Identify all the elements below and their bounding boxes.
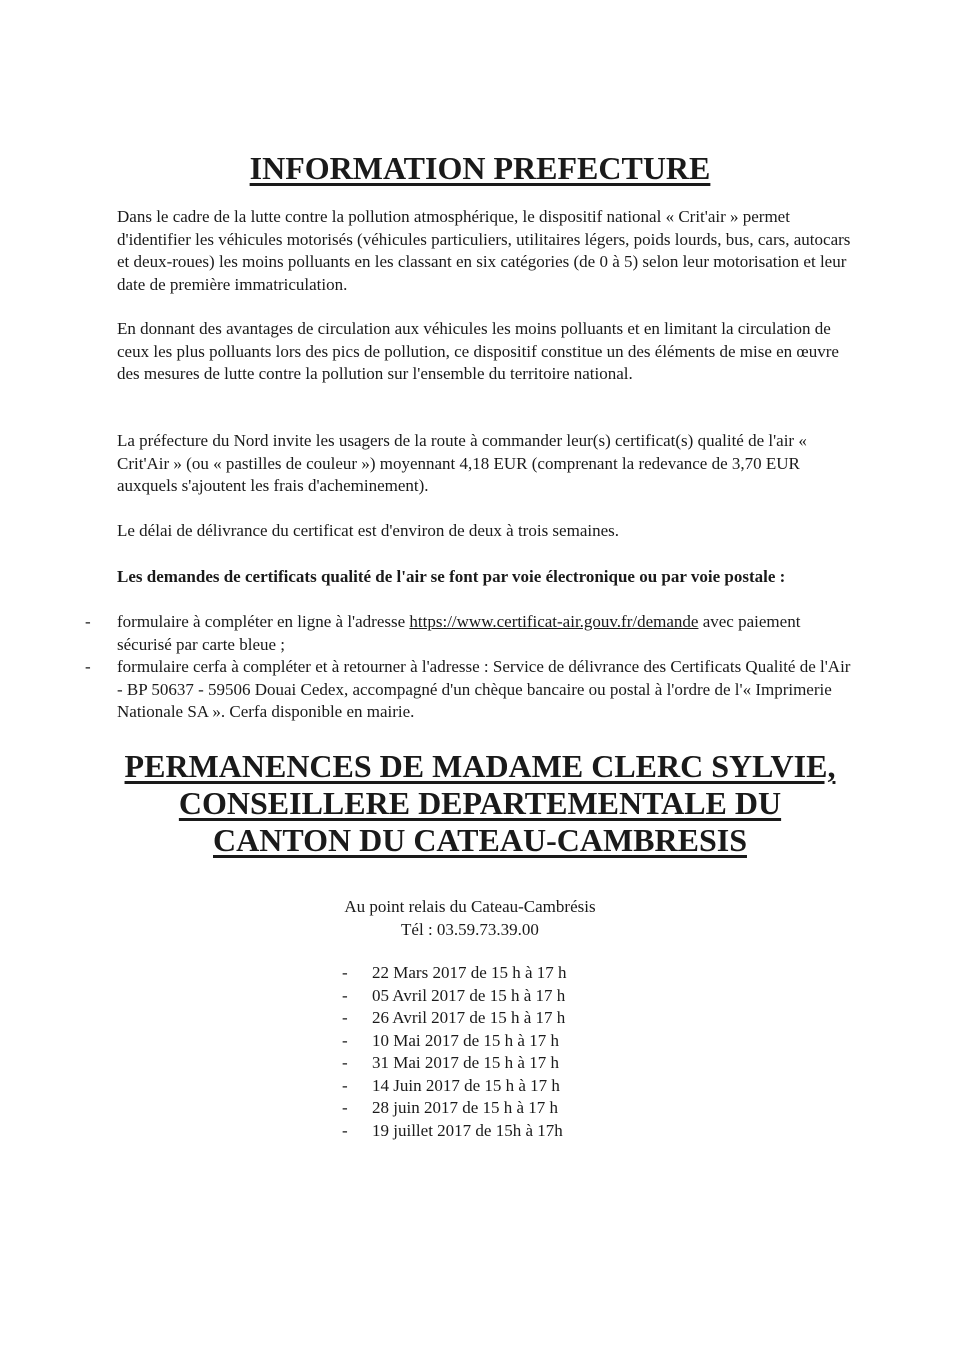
page-title: INFORMATION PREFECTURE — [249, 150, 711, 186]
date-text: 10 Mai 2017 de 15 h à 17 h — [372, 1030, 559, 1050]
list-item — [342, 1007, 742, 1030]
paragraph-critair-intro: Dans le cadre de la lutte contre la pollution atmosphérique, le dispositif national « Crit'air » permet d'identifier les véhicules motorisés (véhicules particuliers, utilitaires légers, poids lourds, bus, cars, autocars et deux-roues) les moins polluants en les classant en six catégories (de 0 à 5) selon leur motorisation et leur date de première immatriculation. — [117, 207, 851, 294]
bullet-dash: - — [342, 1008, 348, 1027]
date-text: 22 Mars 2017 de 15 h à 17 h — [372, 963, 567, 982]
list-item-online-form — [85, 611, 857, 656]
list-item — [342, 1075, 742, 1098]
paragraph-advantages: En donnant des avantages de circulation aux véhicules les moins polluants et en limitant la circulation de ceux les plus polluants lors des pics de pollution, ce dispositif constitue un des éléments de mise en œuvre des mesures de lutte contre la pollution sur l'ensemble du territoire national. — [117, 319, 839, 383]
list-item — [342, 1120, 742, 1143]
dates-list — [342, 962, 742, 1142]
bullet-dash: - — [342, 1075, 348, 1095]
list-item-postal-form — [85, 656, 857, 724]
requests-heading: Les demandes de certificats qualité de l'air se font par voie électronique ou par voie postale : — [117, 567, 786, 586]
permanences-title-line-1: PERMANENCES DE MADAME CLERC SYLVIE, — [124, 748, 836, 784]
date-text: 26 Avril 2017 de 15 h à 17 h — [372, 1008, 566, 1027]
paragraph-delay: Le délai de délivrance du certificat est d'environ de deux à trois semaines. — [117, 521, 619, 540]
bullet-dash: - — [85, 657, 91, 676]
permanences-title-line-2: CONSEILLERE DEPARTEMENTALE DU — [178, 785, 782, 821]
bullet-dash: - — [342, 985, 348, 1005]
date-text: 31 Mai 2017 de 15 h à 17 h — [372, 1053, 559, 1072]
list-item — [342, 1052, 742, 1075]
bullet-text-before-link: formulaire à compléter en ligne à l'adresse — [117, 612, 410, 631]
phone-text: Tél : 03.59.73.39.00 — [401, 919, 539, 939]
date-text: 14 Juin 2017 de 15 h à 17 h — [372, 1075, 560, 1095]
bullet-dash: - — [85, 612, 91, 631]
bullet-dash: - — [342, 1030, 348, 1050]
contact-block — [0, 896, 940, 941]
permanences-title-line-3: CANTON DU CATEAU-CAMBRESIS — [213, 822, 747, 858]
bullet-dash: - — [342, 1053, 348, 1072]
list-item — [342, 985, 742, 1008]
location-text: Au point relais du Cateau-Cambrésis — [344, 897, 596, 916]
permanences-title — [0, 748, 960, 859]
list-item — [342, 1030, 742, 1053]
certificat-air-link[interactable]: https://www.certificat-air.gouv.fr/demande — [409, 612, 699, 631]
date-text: 05 Avril 2017 de 15 h à 17 h — [372, 985, 566, 1005]
bullet-dash: - — [342, 963, 348, 982]
bullet-text-after-link: avec paiement sécurisé par carte bleue ; — [117, 612, 801, 654]
bullet-dash: - — [342, 1120, 348, 1140]
date-text: 28 juin 2017 de 15 h à 17 h — [372, 1098, 559, 1117]
paragraph-prefecture-invite: La préfecture du Nord invite les usagers de la route à commander leur(s) certificat(s) qualité de l'air « Crit'Air » (ou « pastilles de couleur ») moyennant 4,18 EUR (comprenant la redevance de 3,70 EUR auxquels s'ajoutent les frais d'acheminement). — [117, 431, 807, 495]
bullet-dash: - — [342, 1098, 348, 1117]
date-text: 19 juillet 2017 de 15h à 17h — [372, 1120, 563, 1140]
bullet-text: formulaire cerfa à compléter et à retourner à l'adresse : Service de délivrance des Certificats Qualité de l'Air - BP 50637 - 59506 Douai Cedex, accompagné d'un chèque bancaire ou postal à l'ordre de l'« Imprimerie Nationale SA ». Cerfa disponible en mairie. — [117, 657, 851, 721]
list-item — [342, 962, 742, 985]
list-item — [342, 1097, 742, 1120]
